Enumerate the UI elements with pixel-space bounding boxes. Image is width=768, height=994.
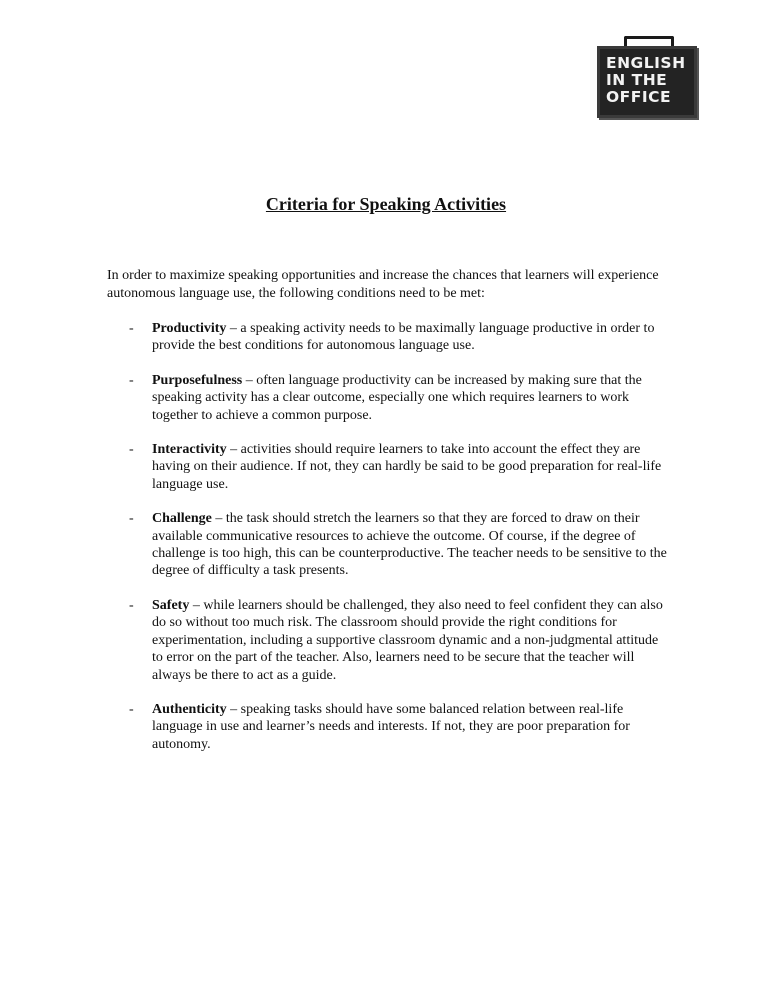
logo-line: IN THE bbox=[606, 71, 668, 89]
bullet-dash: - bbox=[129, 701, 134, 717]
criterion-term: Safety bbox=[152, 597, 190, 613]
criterion-term: Purposefulness bbox=[152, 372, 243, 388]
document-title: Criteria for Speaking Activities bbox=[265, 194, 507, 214]
logo-line: OFFICE bbox=[606, 88, 672, 106]
criterion-description: – speaking tasks should have some balanced relation between real-life language in use and learner’s needs and interests. If not, they are poor preparation for autonomy. bbox=[152, 701, 630, 752]
logo-line: ENGLISH bbox=[606, 54, 686, 72]
criterion-interactivity bbox=[107, 441, 667, 493]
logo-text bbox=[606, 55, 692, 106]
criterion-safety bbox=[107, 597, 667, 684]
criterion-productivity bbox=[107, 320, 667, 355]
bullet-dash: - bbox=[129, 442, 134, 458]
criterion-description: – the task should stretch the learners so that they are forced to draw on their available communicative resources to achieve the outcome. Of course, if the degree of challenge is too high, this can be counterproductive. The teacher needs to be sensitive to the degree of difficulty a task presents. bbox=[152, 511, 667, 579]
criterion-description: – a speaking activity needs to be maximally language productive in order to provide the best conditions for autonomous language use. bbox=[152, 321, 655, 354]
criterion-purposefulness bbox=[107, 372, 667, 424]
criteria-list bbox=[107, 320, 667, 770]
criterion-term: Interactivity bbox=[152, 442, 227, 458]
criterion-term: Challenge bbox=[152, 511, 212, 527]
bullet-dash: - bbox=[129, 321, 134, 336]
english-in-the-office-logo bbox=[597, 36, 697, 120]
bullet-dash: - bbox=[129, 511, 134, 527]
criterion-term: Authenticity bbox=[152, 701, 227, 717]
intro-paragraph: In order to maximize speaking opportunities and increase the chances that learners will experience autonomous language use, the following conditions need to be met: bbox=[107, 268, 659, 301]
criterion-term: Productivity bbox=[152, 321, 227, 336]
chalkboard-badge bbox=[597, 46, 697, 118]
criterion-challenge bbox=[107, 510, 667, 580]
criterion-description: – activities should require learners to take into account the effect they are having on their audience. If not, they can hardly be said to be good preparation for real-life language use. bbox=[152, 442, 662, 492]
bullet-dash: - bbox=[129, 372, 134, 388]
criterion-authenticity bbox=[107, 701, 667, 753]
criterion-description: – often language productivity can be increased by making sure that the speaking activity has a clear outcome, especially one which requires learners to work together to achieve a common purpose. bbox=[152, 372, 642, 423]
criterion-description: – while learners should be challenged, they also need to feel confident they can also do so without too much risk. The classroom should provide the right conditions for experimentation, including a supportive classroom dynamic and a non-judgmental attitude to error on the part of the teacher. Also, learners need to be secure that the teacher will always be there to act as a guide. bbox=[152, 597, 663, 683]
bullet-dash: - bbox=[129, 597, 134, 613]
